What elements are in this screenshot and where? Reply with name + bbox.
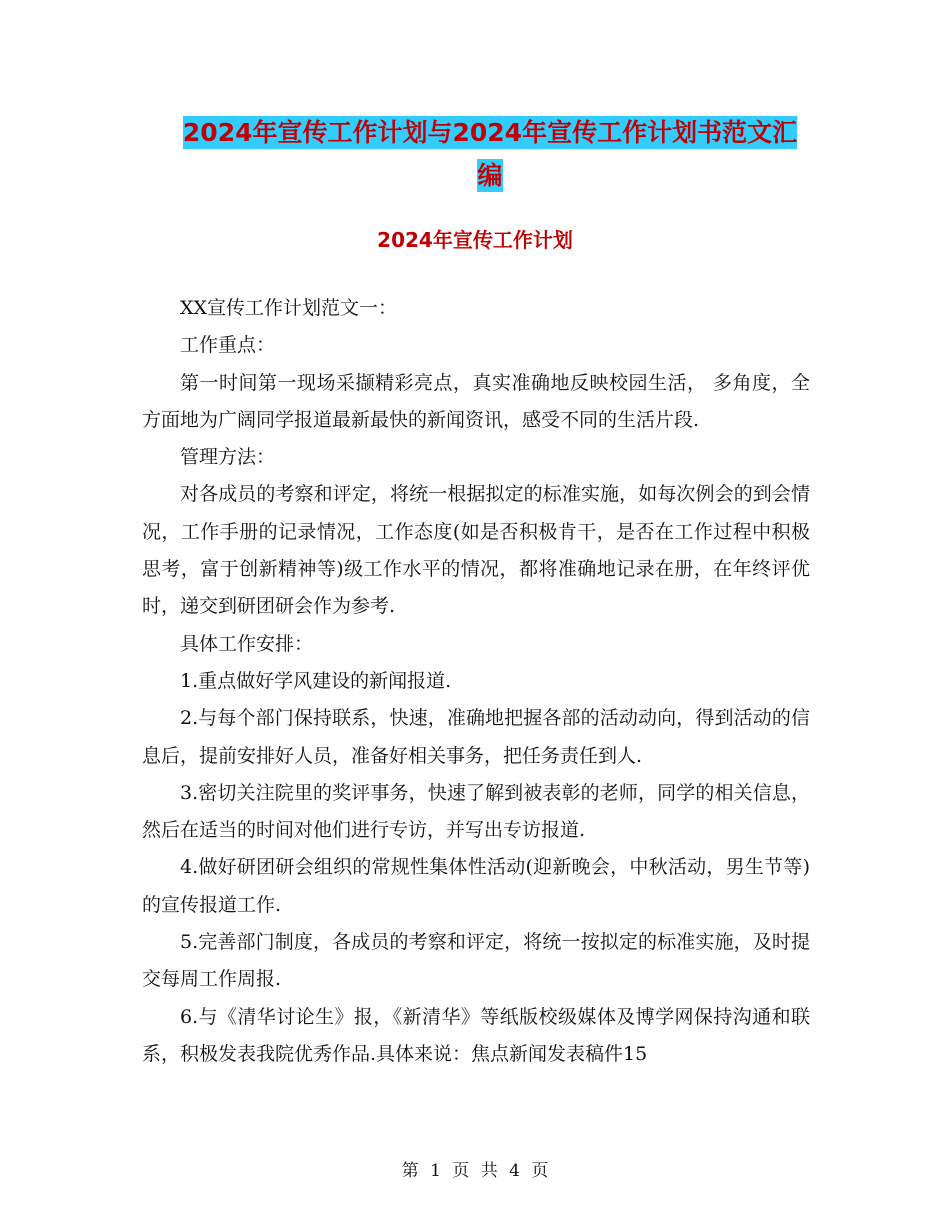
paragraph: 第一时间第一现场采撷精彩亮点，真实准确地反映校园生活， 多角度，全方面地为广阔同学报道最新最快的新闻资讯，感受不同的生活片段.	[142, 371, 810, 431]
document-title-highlight: 2024年宣传工作计划与2024年宣传工作计划书范文汇	[182, 118, 798, 147]
list-item: 1.重点做好学风建设的新闻报道.	[180, 669, 452, 692]
document-title-line-1	[160, 113, 820, 149]
document-title-line-2	[160, 156, 820, 192]
list-item: 2.与每个部门保持联系，快速，准确地把握各部的活动动向，得到活动的信息后，提前安排好人员，准备好相关事务，把任务责任到人.	[142, 707, 810, 767]
paragraph: XX宣传工作计划范文一：	[180, 297, 398, 319]
list-item: 3.密切关注院里的奖评事务，快速了解到被表彰的老师，同学的相关信息，然后在适当的时间对他们进行专访，并写出专访报道.	[142, 781, 810, 842]
list-item: 6.与《清华讨论生》报，《新清华》等纸版校级媒体及博学网保持沟通和联系，积极发表我院优秀作品.具体来说：焦点新闻发表稿件15	[142, 1005, 810, 1065]
list-item: 4.做好研团研会组织的常规性集体性活动(迎新晚会，中秋活动，男生节等)的宣传报道工作.	[142, 856, 810, 916]
paragraph: 具体工作安排：	[180, 632, 314, 655]
list-item: 5.完善部门制度，各成员的考察和评定，将统一按拟定的标准实施，及时提交每周工作周报.	[142, 931, 810, 991]
paragraph: 管理方法：	[180, 446, 276, 469]
paragraph: 对各成员的考察和评定，将统一根据拟定的标准实施，如每次例会的到会情况，工作手册的记录情况，工作态度(如是否积极肯干，是否在工作过程中积极思考，富于创新精神等)级工作水平的情况，都将准确地记录在册，在年终评优时，递交到研团研会作为参考.	[142, 483, 810, 618]
document-title-highlight: 编	[477, 161, 503, 190]
paragraph: 工作重点：	[180, 334, 276, 357]
section-title: 2024年宣传工作计划	[377, 228, 573, 252]
page-number-footer: 第 1 页 共 4 页	[401, 1161, 549, 1181]
document-body	[142, 290, 810, 1073]
